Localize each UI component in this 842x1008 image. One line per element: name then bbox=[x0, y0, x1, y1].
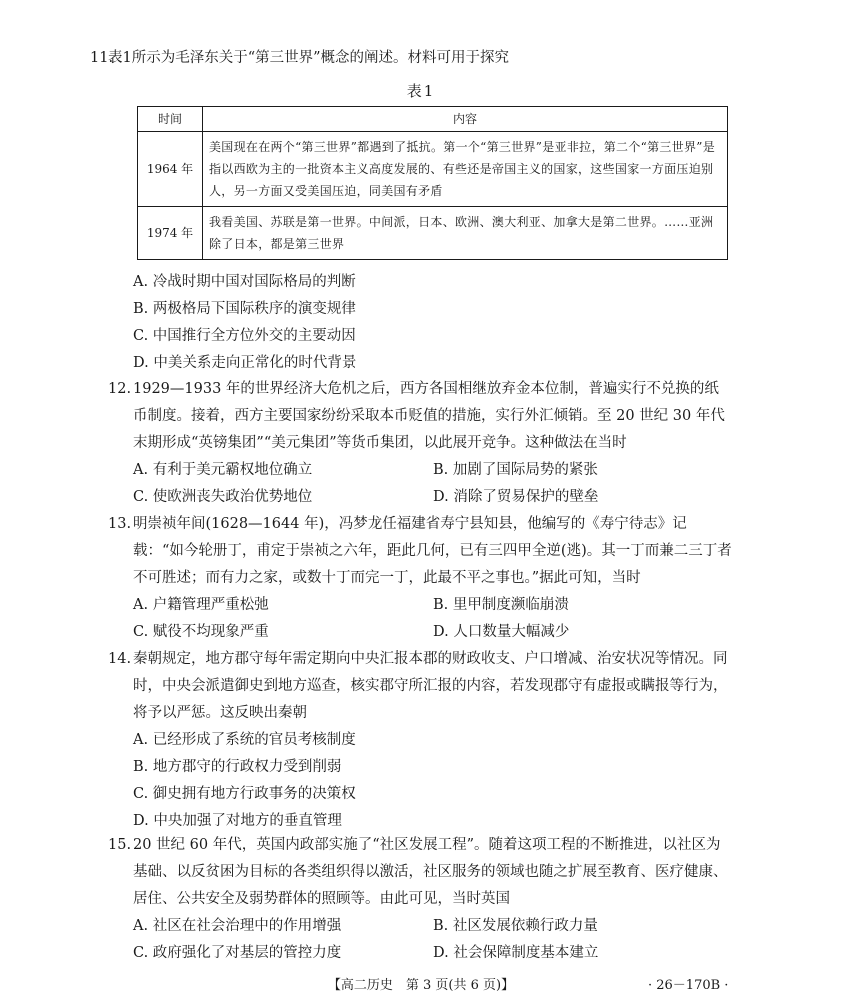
option-a[interactable]: A. 社区在社会治理中的作用增强 bbox=[133, 918, 342, 934]
question-11 bbox=[90, 45, 733, 72]
table-cell-time: 1964 年 bbox=[138, 132, 203, 207]
table-row bbox=[138, 207, 728, 260]
option-b[interactable]: B. 里甲制度濒临崩溃 bbox=[433, 597, 569, 613]
option-row bbox=[133, 592, 733, 619]
option-b[interactable]: B. 加剧了国际局势的紧张 bbox=[433, 462, 598, 478]
option-a[interactable]: A. 户籍管理严重松弛 bbox=[133, 597, 269, 613]
option-d[interactable]: D. 中美关系走向正常化的时代背景 bbox=[133, 355, 357, 371]
question-stem: 明崇祯年间(1628—1644 年)，冯梦龙任福建省寿宁县知县，他编写的《寿宁待志》记载：“如今轮册丁，甫定于崇祯之六年，距此几何，已有三四甲全逆(逃)。其一丁而兼二三丁者不可胜述；而有力之家，或数十丁而完一丁，此最不平之事也。”据此可知，当时 bbox=[133, 516, 732, 586]
table-title: 表1 bbox=[406, 82, 436, 100]
footer-page-info: 【高二历史 第 3 页(共 6 页)】 bbox=[327, 978, 515, 993]
option-a[interactable]: A. 已经形成了系统的官员考核制度 bbox=[133, 732, 356, 748]
option-d[interactable]: D. 中央加强了对地方的垂直管理 bbox=[133, 813, 342, 829]
question-number: 12. bbox=[108, 381, 132, 397]
option-b[interactable]: B. 社区发展依赖行政力量 bbox=[433, 918, 598, 934]
question-stem: 表1所示为毛泽东关于“第三世界”概念的阐述。材料可用于探究 bbox=[108, 50, 510, 66]
question-number: 11. bbox=[90, 50, 114, 66]
table-1 bbox=[137, 106, 728, 260]
option-row bbox=[133, 619, 733, 646]
question-11-options bbox=[133, 269, 733, 377]
question-number: 14. bbox=[108, 651, 132, 667]
option-d[interactable]: D. 消除了贸易保护的壁垒 bbox=[433, 489, 599, 505]
option-c[interactable]: C. 中国推行全方位外交的主要动因 bbox=[133, 328, 356, 344]
option-c[interactable]: C. 政府强化了对基层的管控力度 bbox=[133, 945, 342, 961]
option-row bbox=[133, 484, 733, 511]
question-stem: 1929—1933 年的世界经济大危机之后，西方各国相继放弃金本位制，普遍实行不兑换的纸币制度。接着，西方主要国家纷纷采取本币贬值的措施，实行外汇倾销。至 20 世纪 30 年代末期形成“英镑集团”“美元集团”等货币集团，以此展开竞争。这种做法在当时 bbox=[133, 381, 725, 451]
option-row bbox=[133, 913, 733, 940]
question-stem: 20 世纪 60 年代，英国内政部实施了“社区发展工程”。随着这项工程的不断推进，以社区为基础、以反贫困为目标的各类组织得以激活，社区服务的领域也随之扩展至教育、医疗健康、居住、公共安全及弱势群体的照顾等。由此可见，当时英国 bbox=[133, 837, 728, 907]
question-stem: 秦朝规定，地方郡守每年需定期向中央汇报本郡的财政收支、户口增减、治安状况等情况。同时，中央会派遣御史到地方巡查，核实郡守所汇报的内容，若发现郡守有虚报或瞒报等行为，将予以严惩。这反映出秦朝 bbox=[133, 651, 728, 721]
table-header-row bbox=[138, 107, 728, 132]
option-a[interactable]: A. 冷战时期中国对国际格局的判断 bbox=[133, 274, 356, 290]
question-15 bbox=[108, 832, 733, 967]
question-number: 13. bbox=[108, 516, 132, 532]
option-d[interactable]: D. 社会保障制度基本建立 bbox=[433, 945, 599, 961]
option-b[interactable]: B. 两极格局下国际秩序的演变规律 bbox=[133, 301, 356, 317]
table-header-content: 内容 bbox=[203, 107, 728, 132]
question-number: 15. bbox=[108, 837, 132, 853]
option-b[interactable]: B. 地方郡守的行政权力受到削弱 bbox=[133, 759, 342, 775]
question-12 bbox=[108, 376, 733, 511]
option-c[interactable]: C. 使欧洲丧失政治优势地位 bbox=[133, 489, 313, 505]
table-header-time: 时间 bbox=[138, 107, 203, 132]
option-row bbox=[133, 940, 733, 967]
table-cell-content: 我看美国、苏联是第一世界。中间派，日本、欧洲、澳大利亚、加拿大是第二世界。……亚洲除了日本，都是第三世界 bbox=[203, 207, 728, 260]
footer-code: · 26－170B · bbox=[648, 978, 729, 993]
question-13 bbox=[108, 511, 733, 646]
option-c[interactable]: C. 御史拥有地方行政事务的决策权 bbox=[133, 786, 356, 802]
table-cell-content: 美国现在在两个“第三世界”都遇到了抵抗。第一个“第三世界”是亚非拉，第二个“第三世界”是指以西欧为主的一批资本主义高度发展的、有些还是帝国主义的国家，这些国家一方面压迫别人，另一方面又受美国压迫，同美国有矛盾 bbox=[203, 132, 728, 207]
page-footer bbox=[0, 974, 842, 994]
table-row bbox=[138, 132, 728, 207]
option-c[interactable]: C. 赋役不均现象严重 bbox=[133, 624, 269, 640]
option-a[interactable]: A. 有利于美元霸权地位确立 bbox=[133, 462, 313, 478]
option-d[interactable]: D. 人口数量大幅减少 bbox=[433, 624, 570, 640]
option-row bbox=[133, 457, 733, 484]
question-14 bbox=[108, 646, 733, 835]
table-cell-time: 1974 年 bbox=[138, 207, 203, 260]
